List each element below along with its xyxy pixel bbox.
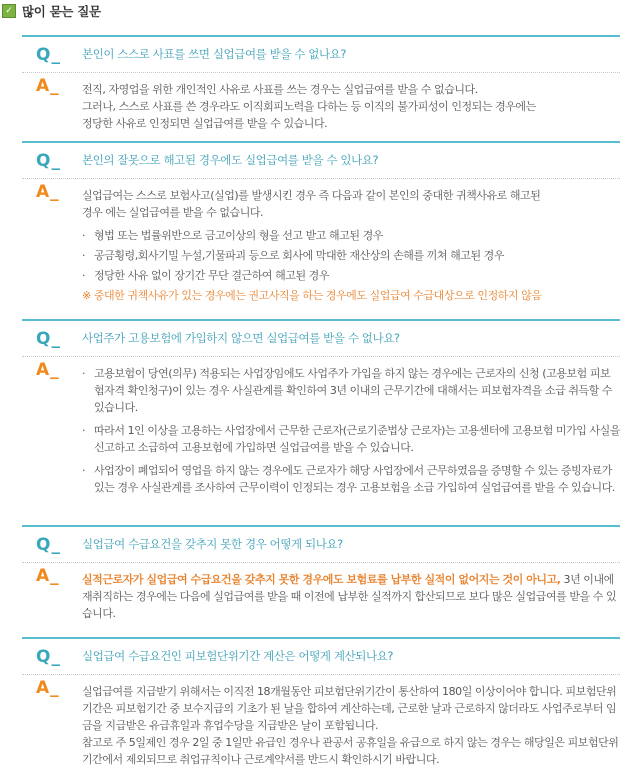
bullet-symbol: · [82, 424, 86, 437]
answer-line: 정당한 사유로 인정되면 실업급여를 받을 수 있습니다. [82, 117, 328, 130]
list-item [82, 267, 620, 284]
bullet-text: 고용보험이 당연(의무) 적용되는 사업장임에도 사업주가 가입을 하지 않는 경우에는 근로자의 신청 (고용보험 피보험자격 확인청구)이 있는 경우 사실관계를 확인하여 3년 이내의 근무기간에 대해서는 피보험자격을 소급 취득할 수 있습니다. [94, 367, 613, 414]
question-text[interactable]: 본인의 잘못으로 해고된 경우에도 실업급여를 받을 수 있나요? [82, 153, 379, 167]
bullet-symbol: · [82, 269, 86, 282]
list-item [82, 422, 620, 456]
answer-line: 그러나, 스스로 사표를 쓴 경우라도 이직회피노력을 다하는 등 이직의 불가피성이 인정되는 경우에는 [82, 100, 536, 113]
bullet-symbol: · [82, 229, 86, 242]
faq-answer-4 [22, 562, 620, 637]
answer-mark: A_ [36, 76, 60, 96]
answer-line: 실업급여는 스스로 보험사고(실업)를 발생시킨 경우 즉 다음과 같이 본인의 중대한 귀책사유로 해고된 [82, 189, 541, 202]
bullet-text: 사업장이 폐업되어 영업을 하지 않는 경우에도 근로자가 해당 사업장에서 근무하였음을 증명할 수 있는 증빙자료가 있는 경우 사실관계를 조사하여 근무이력이 인정되는 경우 고용보험을 소급 가입하여 실업급여를 받을 수 있습니다. [94, 464, 615, 494]
answer-mark: A_ [36, 182, 60, 202]
answer-line: 실업급여를 지급받기 위해서는 이직전 18개월동안 피보험단위기간이 통산하여 180일 이상이어야 합니다. 피보험단위기간은 피보험기간 중 보수지급의 기초가 된 날을 합하여 계산하는데, 근로한 날과 근로하지 않더라도 사업주로부터 임금을 지급받은 유급휴일과 휴업수당을 지급받은 날이 포함됩니다. [82, 685, 617, 732]
answer-mark: A_ [36, 566, 60, 586]
question-text[interactable]: 사업주가 고용보험에 가입하지 않으면 실업급여를 받을 수 없나요? [82, 331, 400, 345]
answer-bullets [82, 227, 620, 284]
bullet-text: 따라서 1인 이상을 고용하는 사업장에서 근무한 근로자(근로기준법상 근로자)는 고용센터에 고용보험 미가입 사실을 신고하고 소급하여 고용보험에 가입하면 실업급여를 받을 수 있습니다. [94, 424, 621, 454]
question-mark: Q_ [36, 151, 61, 171]
answer-mark: A_ [36, 678, 60, 698]
section-header [2, 2, 101, 20]
faq-question-5[interactable] [22, 637, 620, 674]
answer-line: 경우 에는 실업급여를 받을 수 없습니다. [82, 206, 264, 219]
faq-answer-3 [22, 356, 620, 525]
faq-list [22, 35, 620, 781]
question-mark: Q_ [36, 45, 61, 65]
bullet-symbol: · [82, 249, 86, 262]
faq-answer-5 [22, 674, 620, 781]
question-text[interactable]: 본인이 스스로 사표를 쓰면 실업급여를 받을 수 없나요? [82, 47, 347, 61]
answer-bullets [82, 365, 620, 496]
faq-question-4[interactable] [22, 525, 620, 562]
list-item [82, 247, 620, 264]
faq-answer-1 [22, 72, 620, 141]
bullet-symbol: · [82, 464, 86, 477]
question-mark: Q_ [36, 329, 61, 349]
answer-text: 3년 이내에 재취직하는 경우에는 다음에 실업급여를 받을 때 이전에 납부한 실적까지 합산되므로 보다 많은 실업급여를 받을 수 있습니다. [82, 573, 617, 620]
check-icon: ✓ [2, 4, 16, 18]
bullet-text: 공금횡령,회사기밀 누설,기물파괴 등으로 회사에 막대한 재산상의 손해를 끼쳐 해고된 경우 [94, 249, 505, 262]
answer-mark: A_ [36, 360, 60, 380]
list-item [82, 227, 620, 244]
answer-line: 전직, 자영업을 위한 개인적인 사유로 사표를 쓰는 경우는 실업급여를 받을 수 없습니다. [82, 83, 478, 96]
question-mark: Q_ [36, 647, 61, 667]
list-item [82, 365, 620, 416]
question-mark: Q_ [36, 535, 61, 555]
bullet-symbol: · [82, 367, 86, 380]
bullet-text: 정당한 사유 없이 장기간 무단 결근하여 해고된 경우 [94, 269, 330, 282]
faq-question-2[interactable] [22, 141, 620, 178]
warning-note: ※ 중대한 귀책사유가 있는 경우에는 권고사직을 하는 경우에도 실업급여 수급대상으로 인정하지 않음 [82, 289, 542, 302]
list-item [82, 462, 620, 496]
bullet-text: 형법 또는 법률위반으로 금고이상의 형을 선고 받고 해고된 경우 [94, 229, 383, 242]
section-title: 많이 묻는 질문 [22, 4, 101, 19]
answer-line: 참고로 주 5일제인 경우 2일 중 1일만 유급인 경우나 관공서 공휴일을 유급으로 하지 않는 경우는 해당일은 피보험단위기간에서 제외되므로 취업규칙이나 근로계약서를 반드시 확인하시기 바랍니다. [82, 736, 619, 766]
answer-emphasis: 실적근로자가 실업급여 수급요건을 갖추지 못한 경우에도 보험료를 납부한 실적이 없어지는 것이 아니고, [82, 573, 561, 586]
question-text[interactable]: 실업급여 수급요건인 피보험단위기간 계산은 어떻게 계산되나요? [82, 649, 394, 663]
faq-answer-2 [22, 178, 620, 319]
question-text[interactable]: 실업급여 수급요건을 갖추지 못한 경우 어떻게 되나요? [82, 537, 343, 551]
faq-question-3[interactable] [22, 319, 620, 356]
faq-question-1[interactable] [22, 35, 620, 72]
answer-paragraph [82, 571, 620, 622]
